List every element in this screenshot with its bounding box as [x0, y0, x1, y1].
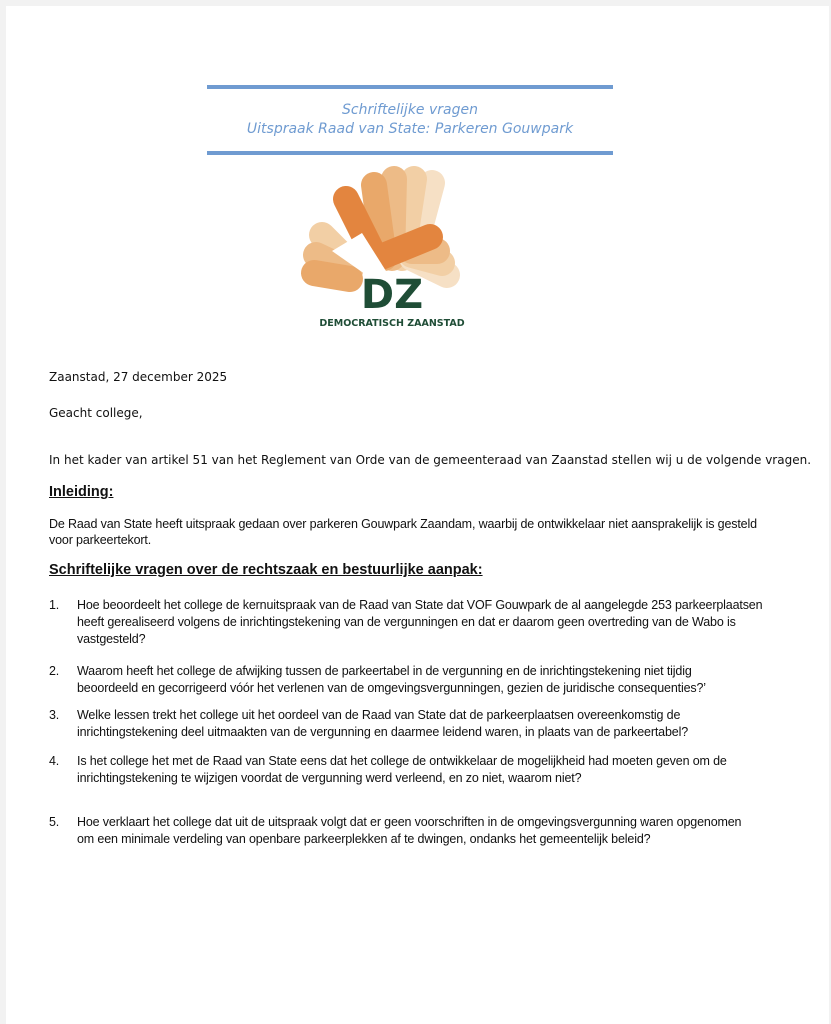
- logo-letters: DZ: [360, 272, 424, 318]
- document-page: [6, 6, 829, 1024]
- inleiding-text-line2: voor parkeertekort.: [49, 533, 152, 547]
- question-line: vastgesteld?: [77, 632, 146, 646]
- question-line: om een minimale verdeling van openbare parkeerplekken af te dwingen, ondanks het gemeentelijk beleid?: [77, 832, 651, 846]
- question-item: [49, 597, 789, 648]
- salutation: Geacht college,: [49, 406, 143, 420]
- inleiding-text-line1: De Raad van State heeft uitspraak gedaan over parkeren Gouwpark Zaandam, waarbij de ontwikkelaar niet aansprakelijk is gesteld: [49, 517, 757, 531]
- inleiding-heading: Inleiding:: [49, 484, 114, 500]
- question-item: [49, 814, 789, 848]
- title-rule-bottom: [207, 151, 613, 155]
- question-line: inrichtingstekening te wijzigen voordat de vergunning werd verleend, en zo niet, waarom niet?: [77, 771, 582, 785]
- question-number: 5.: [49, 815, 60, 829]
- question-number: 3.: [49, 708, 60, 722]
- logo-name: DEMOCRATISCH ZAANSTAD: [319, 318, 465, 329]
- logo-fan-icon: [292, 163, 492, 333]
- question-line: heeft gerealiseerd volgens de inrichtingstekening van de vergunningen en dat er daarom geen overtreding van de Wabo is: [77, 615, 736, 629]
- intro-text: In het kader van artikel 51 van het Reglement van Orde van de gemeenteraad van Zaanstad stellen wij u de volgende vragen.: [49, 453, 812, 467]
- questions-heading: Schriftelijke vragen over de rechtszaak en bestuurlijke aanpak:: [49, 562, 483, 578]
- question-item: [49, 753, 789, 787]
- question-number: 4.: [49, 754, 60, 768]
- question-line: Hoe verklaart het college dat uit de uitspraak volgt dat er geen voorschriften in de omgevingsvergunning waren opgenomen: [77, 815, 742, 829]
- question-number: 2.: [49, 664, 60, 678]
- question-item: [49, 663, 789, 697]
- question-item: [49, 707, 789, 741]
- question-line: beoordeeld en gecorrigeerd vóór het verlenen van de omgevingsvergunningen, gezien de juridische consequenties?’: [77, 681, 706, 695]
- question-line: inrichtingstekening deel uitmaakten van de vergunning en daarmee leidend waren, in plaats van de parkeertabel?: [77, 725, 688, 739]
- question-line: Hoe beoordeelt het college de kernuitspraak van de Raad van State dat VOF Gouwpark de al aangelegde 253 parkeerplaatsen: [77, 598, 763, 612]
- question-line: Is het college het met de Raad van State eens dat het college de ontwikkelaar de mogelijkheid had moeten geven om de: [77, 754, 727, 768]
- place-date: Zaanstad, 27 december 2025: [49, 370, 228, 384]
- document-title-line2: Uitspraak Raad van State: Parkeren Gouwpark: [246, 121, 574, 137]
- question-number: 1.: [49, 598, 60, 612]
- question-line: Welke lessen trekt het college uit het oordeel van de Raad van State dat de parkeerplaatsen overeenkomstig de: [77, 708, 681, 722]
- democratisch-zaanstad-logo: [292, 163, 492, 333]
- title-rule-top: [207, 85, 613, 89]
- question-line: Waarom heeft het college de afwijking tussen de parkeertabel in de vergunning en de inrichtingstekening niet tijdig: [77, 664, 692, 678]
- document-title-line1: Schriftelijke vragen: [342, 102, 478, 118]
